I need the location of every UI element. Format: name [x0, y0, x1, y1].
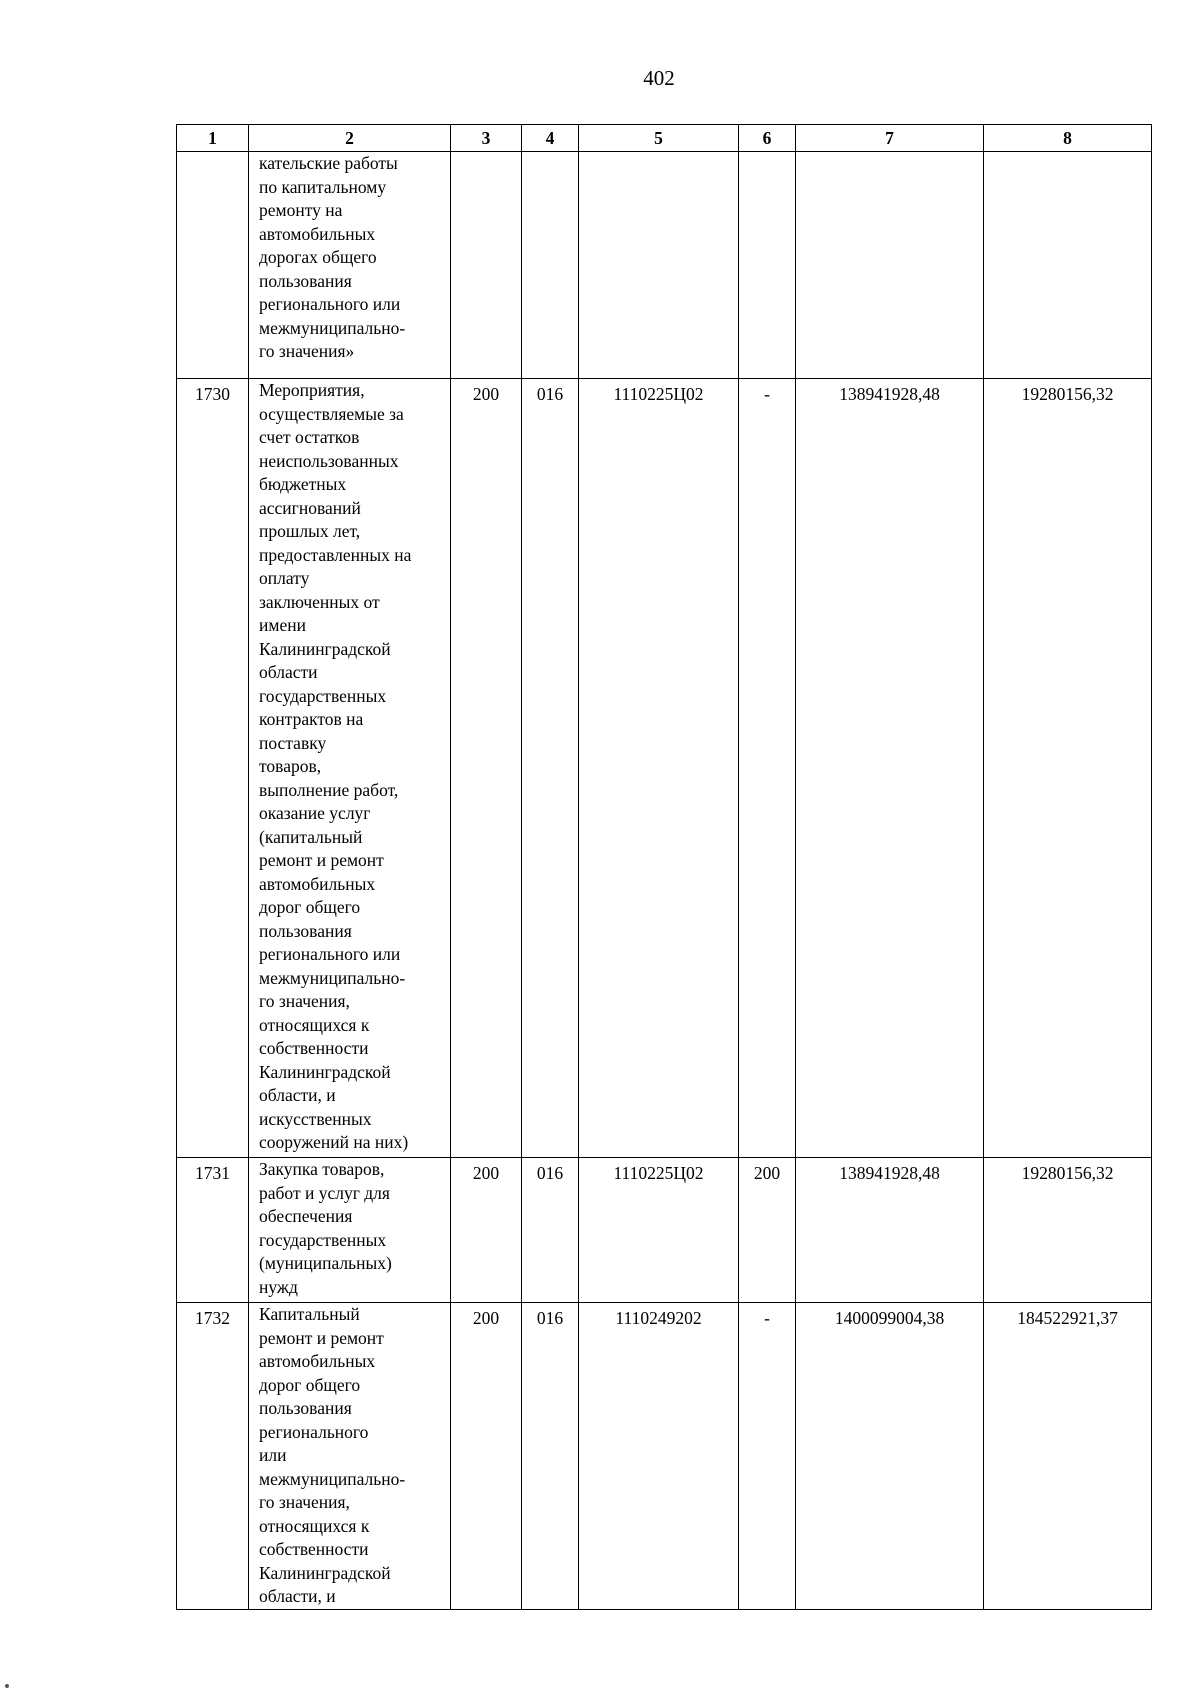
col7-cell: 138941928,48 [796, 1158, 984, 1303]
name-line: межмуниципально- [259, 1468, 406, 1489]
header-col-6: 6 [739, 125, 796, 152]
name-line: бюджетных [259, 474, 347, 494]
name-line: дорог общего [259, 897, 361, 917]
name-line: заключенных от [259, 591, 380, 612]
name-line: области, и [259, 1085, 336, 1105]
name-line: пользования [259, 270, 352, 291]
name-line: Калининградской [259, 1562, 391, 1583]
row-name [249, 1158, 451, 1303]
col4-cell [522, 152, 579, 379]
name-line: автомобильных [259, 873, 376, 894]
col4-cell: 016 [522, 1303, 579, 1610]
row-number [177, 152, 249, 379]
name-line: собственности [259, 1038, 369, 1058]
header-row [177, 125, 1152, 152]
name-line: пользования [259, 920, 352, 941]
budget-table [176, 124, 1152, 1610]
col3-cell: 200 [451, 379, 522, 1158]
name-line: ремонт и ремонт [259, 1327, 384, 1348]
col7-cell: 138941928,48 [796, 379, 984, 1158]
name-line: неиспользованных [259, 450, 399, 471]
col8-cell: 19280156,32 [984, 379, 1152, 1158]
name-line: относящихся к [259, 1014, 370, 1035]
name-line: го значения, [259, 1492, 350, 1512]
name-line: области [259, 662, 318, 682]
col8-cell: 184522921,37 [984, 1303, 1152, 1610]
name-line: регионального или [259, 294, 401, 314]
name-line: относящихся к [259, 1515, 370, 1536]
name-line: (капитальный [259, 826, 363, 847]
name-line: Капитальный [259, 1304, 360, 1324]
name-line: нужд [259, 1276, 298, 1297]
col8-cell: 19280156,32 [984, 1158, 1152, 1303]
header-col-3: 3 [451, 125, 522, 152]
col6-cell: - [739, 379, 796, 1158]
name-line: искусственных [259, 1108, 372, 1129]
name-line: прошлых лет, [259, 521, 361, 541]
col6-cell: 200 [739, 1158, 796, 1303]
row-name [249, 152, 451, 379]
col3-cell [451, 152, 522, 379]
header-col-8: 8 [984, 125, 1152, 152]
col7-cell: 1400099004,38 [796, 1303, 984, 1610]
col5-cell [579, 152, 739, 379]
header-col-2: 2 [249, 125, 451, 152]
name-line: Калининградской [259, 638, 391, 659]
name-line: или [259, 1445, 287, 1465]
col8-cell [984, 152, 1152, 379]
col3-cell: 200 [451, 1303, 522, 1610]
name-line: регионального или [259, 944, 401, 964]
name-line: ремонт и ремонт [259, 850, 384, 870]
row-number: 1730 [177, 379, 249, 1158]
col3-cell: 200 [451, 1158, 522, 1303]
name-line: по капитальному [259, 176, 387, 197]
header-col-1: 1 [177, 125, 249, 152]
name-line: товаров, [259, 756, 322, 776]
col5-cell: 1110225Ц02 [579, 1158, 739, 1303]
name-line: го значения, [259, 991, 350, 1011]
table-row [177, 379, 1152, 1158]
name-line: счет остатков [259, 427, 360, 447]
name-line: выполнение работ, [259, 779, 399, 800]
name-line: кательские работы [259, 153, 398, 173]
col5-cell: 1110249202 [579, 1303, 739, 1610]
row-name [249, 379, 451, 1158]
name-line: работ и услуг для [259, 1182, 390, 1203]
name-line: имени [259, 615, 306, 635]
name-line: поставку [259, 732, 327, 753]
name-line: межмуниципально- [259, 967, 406, 988]
name-line: регионального [259, 1421, 369, 1442]
name-line: осуществляемые за [259, 403, 404, 424]
name-line: пользования [259, 1398, 352, 1418]
col4-cell: 016 [522, 1158, 579, 1303]
name-line: го значения» [259, 341, 355, 361]
name-line: дорогах общего [259, 247, 377, 267]
name-line: оказание услуг [259, 803, 371, 823]
name-line: ремонту на [259, 200, 343, 220]
name-line: Закупка товаров, [259, 1159, 385, 1179]
header-col-5: 5 [579, 125, 739, 152]
name-line: автомобильных [259, 223, 376, 244]
row-number: 1731 [177, 1158, 249, 1303]
table-row [177, 1158, 1152, 1303]
name-line: сооружений на них) [259, 1132, 409, 1152]
name-line: государственных [259, 1229, 387, 1250]
row-number: 1732 [177, 1303, 249, 1610]
col6-cell: - [739, 1303, 796, 1610]
name-line: контрактов на [259, 709, 364, 729]
name-line: Калининградской [259, 1061, 391, 1082]
page-number: 402 [643, 66, 675, 90]
table-row [177, 1303, 1152, 1610]
name-line: оплату [259, 568, 310, 588]
continuation-row [177, 152, 1152, 379]
header-col-7: 7 [796, 125, 984, 152]
col4-cell: 016 [522, 379, 579, 1158]
name-line: ассигнований [259, 497, 361, 518]
name-line: собственности [259, 1539, 369, 1559]
name-line: области, и [259, 1586, 336, 1606]
name-line: предоставленных на [259, 544, 412, 565]
header-col-4: 4 [522, 125, 579, 152]
col7-cell [796, 152, 984, 379]
row-name [249, 1303, 451, 1610]
col5-cell: 1110225Ц02 [579, 379, 739, 1158]
name-line: обеспечения [259, 1206, 353, 1226]
col6-cell [739, 152, 796, 379]
name-line: Мероприятия, [259, 380, 365, 400]
name-line: (муниципальных) [259, 1253, 392, 1273]
name-line: межмуниципально- [259, 317, 406, 338]
scan-dot [5, 1684, 9, 1688]
name-line: государственных [259, 685, 387, 706]
name-line: дорог общего [259, 1374, 361, 1395]
name-line: автомобильных [259, 1351, 376, 1371]
